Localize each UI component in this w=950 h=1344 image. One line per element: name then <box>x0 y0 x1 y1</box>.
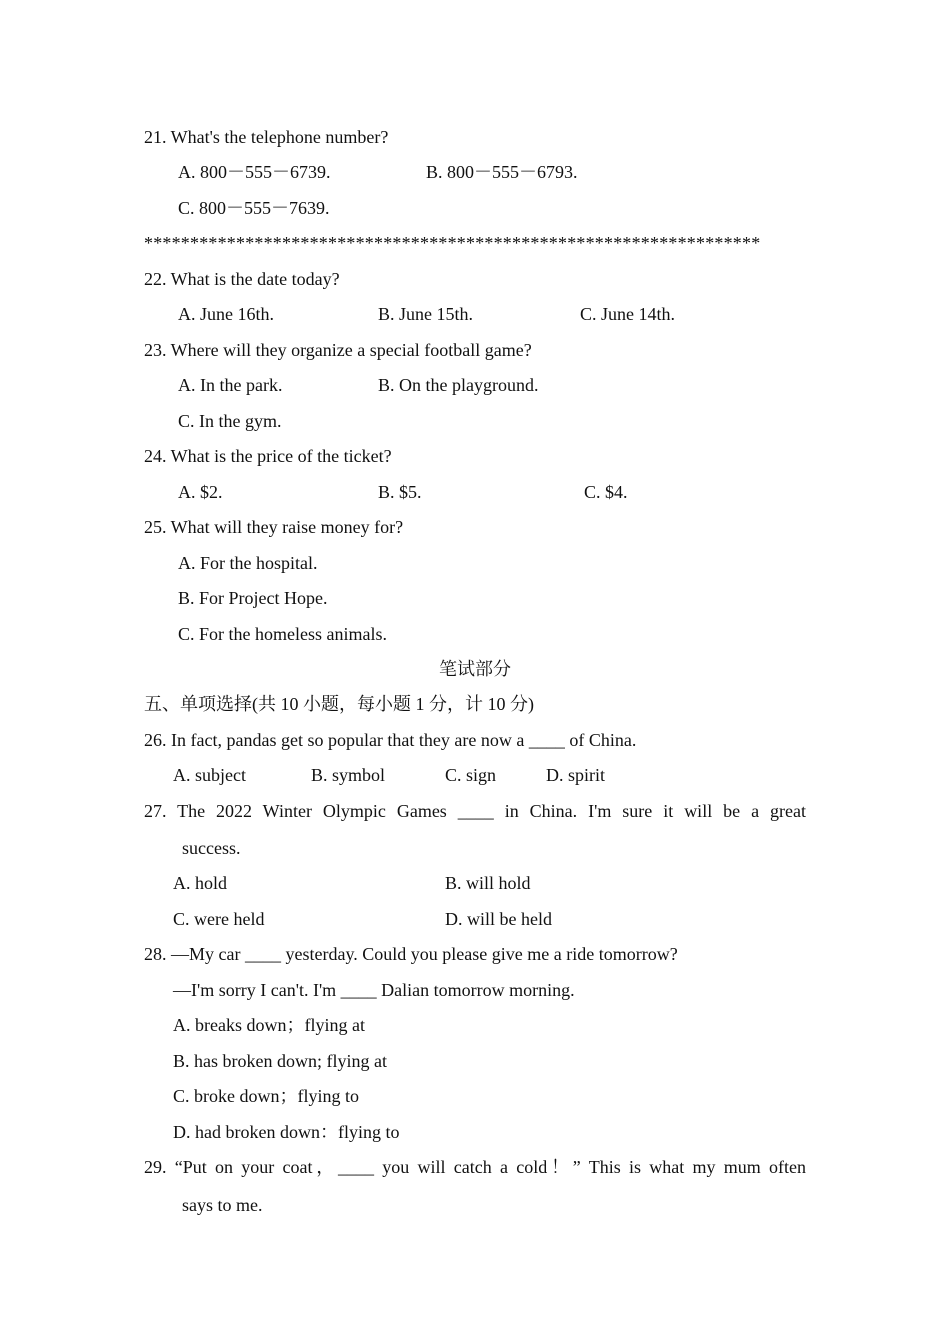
question-27-option-c: C. were held <box>173 909 265 929</box>
question-26-option-c: C. sign <box>445 765 497 785</box>
question-22-option-c: C. June 14th. <box>580 304 676 324</box>
question-24-option-a: A. $2. <box>178 482 223 502</box>
question-28-option-a: A. breaks down；flying at <box>173 1015 365 1035</box>
question-23-option-c: C. In the gym. <box>178 411 282 431</box>
question-26-option-d: D. spirit <box>546 765 606 785</box>
question-27-stem: 27. The 2022 Winter Olympic Games ____ in China. I'm sure it will be a great <box>144 801 806 821</box>
question-27-option-b: B. will hold <box>445 873 531 893</box>
question-29-stem: 29. “Put on your coat，____ you will catch a cold！” This is what my mum often <box>144 1157 806 1177</box>
question-24-stem: 24. What is the price of the ticket? <box>144 446 392 466</box>
question-24-option-b: B. $5. <box>378 482 422 502</box>
question-25-option-a: A. For the hospital. <box>178 553 318 573</box>
question-21-option-b: B. 800－555－6793. <box>426 162 578 182</box>
question-23-option-b: B. On the playground. <box>378 375 539 395</box>
question-25-option-b: B. For Project Hope. <box>178 588 328 608</box>
question-28-stem: 28. —My car ____ yesterday. Could you please give me a ride tomorrow? <box>144 944 678 964</box>
question-26-option-b: B. symbol <box>311 765 386 785</box>
part-five-heading: 五、单项选择(共 10 小题，每小题 1 分，计 10 分) <box>144 694 534 714</box>
question-23-stem: 23. Where will they organize a special football game? <box>144 340 532 360</box>
question-21-option-a: A. 800－555－6739. <box>178 162 331 182</box>
question-27-option-a: A. hold <box>173 873 227 893</box>
written-section-title: 笔试部分 <box>439 659 511 679</box>
question-28-option-b: B. has broken down; flying at <box>173 1051 387 1071</box>
question-27-option-d: D. will be held <box>445 909 552 929</box>
question-21-option-c: C. 800－555－7639. <box>178 198 330 218</box>
question-26-option-a: A. subject <box>173 765 246 785</box>
star-divider: ******************************************************************* <box>144 233 761 253</box>
question-22-stem: 22. What is the date today? <box>144 269 340 289</box>
question-28-dialogue-line-2: —I'm sorry I can't. I'm ____ Dalian tomorrow morning. <box>173 980 575 1000</box>
question-25-stem: 25. What will they raise money for? <box>144 517 404 537</box>
question-22-option-b: B. June 15th. <box>378 304 474 324</box>
question-29-stem-continued: says to me. <box>182 1195 263 1215</box>
question-28-option-d: D. had broken down：flying to <box>173 1122 400 1142</box>
question-21-stem: 21. What's the telephone number? <box>144 127 389 147</box>
question-27-stem-continued: success. <box>182 838 241 858</box>
question-22-option-a: A. June 16th. <box>178 304 274 324</box>
question-25-option-c: C. For the homeless animals. <box>178 624 387 644</box>
question-28-option-c: C. broke down；flying to <box>173 1086 359 1106</box>
question-26-stem: 26. In fact, pandas get so popular that they are now a ____ of China. <box>144 730 637 750</box>
question-23-option-a: A. In the park. <box>178 375 283 395</box>
question-24-option-c: C. $4. <box>584 482 628 502</box>
